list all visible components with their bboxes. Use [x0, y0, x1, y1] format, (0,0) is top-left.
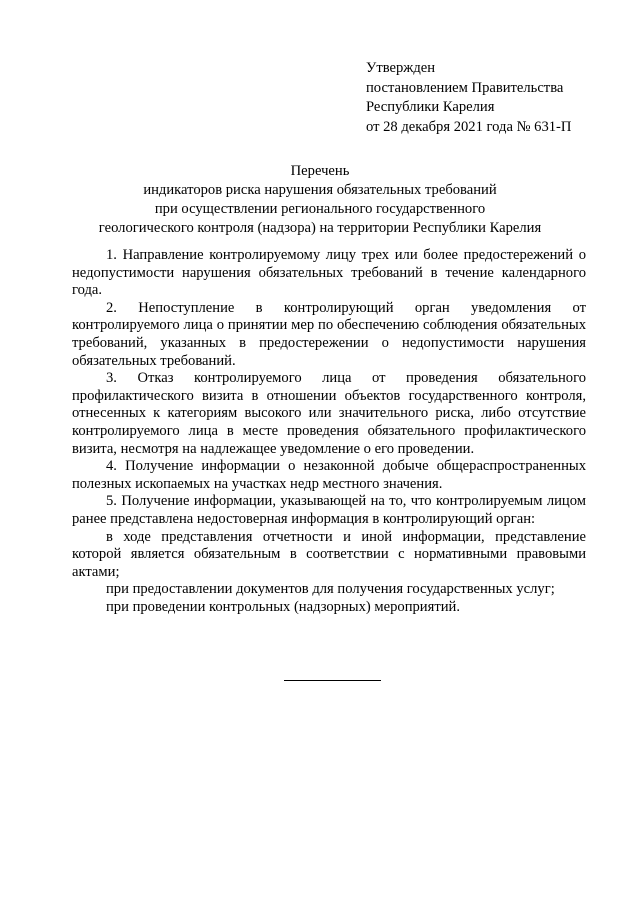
document-title — [60, 162, 580, 238]
title-line-3: при осуществлении регионального государственного — [154, 201, 486, 217]
paragraph-subitem-documents: при предоставлении документов для получения государственных услуг; — [106, 581, 555, 598]
approval-line-3: Республики Карелия — [366, 99, 495, 115]
title-line-2: индикаторов риска нарушения обязательных требований — [143, 182, 497, 198]
paragraph-item-1: 1. Направление контролируемому лицу трех или более предостережений о недопустимости нарушения обязательных требований в течение календарного года. — [72, 247, 586, 299]
title-line-4: геологического контроля (надзора) на территории Республики Карелия — [98, 220, 542, 236]
approval-line-1: Утвержден — [366, 60, 436, 76]
approval-block — [366, 59, 571, 137]
closing-divider — [284, 680, 381, 681]
paragraph-item-4: 4. Получение информации о незаконной добыче общераспространенных полезных ископаемых на участках недр местного значения. — [72, 458, 586, 492]
document-body — [72, 247, 586, 616]
approval-line-4: от 28 декабря 2021 года № 631-П — [366, 118, 572, 135]
paragraph-item-5: 5. Получение информации, указывающей на то, что контролируемым лицом ранее представлена недостоверная информация в контролирующий орган: — [72, 493, 586, 527]
paragraph-item-2: 2. Непоступление в контролирующий орган уведомления от контролируемого лица о принятии мер по обеспечению соблюдения обязательных требований, указанных в предостережении о недопустимости нарушения обязательных требований. — [72, 299, 586, 369]
paragraph-subitem-reporting: в ходе представления отчетности и иной информации, представление которой является обязательным в соответствии с нормативными правовыми актами; — [72, 528, 586, 580]
paragraph-subitem-inspections: при проведении контрольных (надзорных) мероприятий. — [106, 598, 460, 615]
approval-line-2: постановлением Правительства — [366, 79, 564, 96]
title-line-1: Перечень — [290, 163, 350, 179]
paragraph-item-3: 3. Отказ контролируемого лица от проведения обязательного профилактического визита в отношении объектов государственного контроля, отнесенных к категориям высокого или значительного риска, либо отсутствие контролируемого лица в месте проведения обязательного профилактического визита, несмотря на надлежащее уведомление о его проведении. — [72, 370, 586, 457]
